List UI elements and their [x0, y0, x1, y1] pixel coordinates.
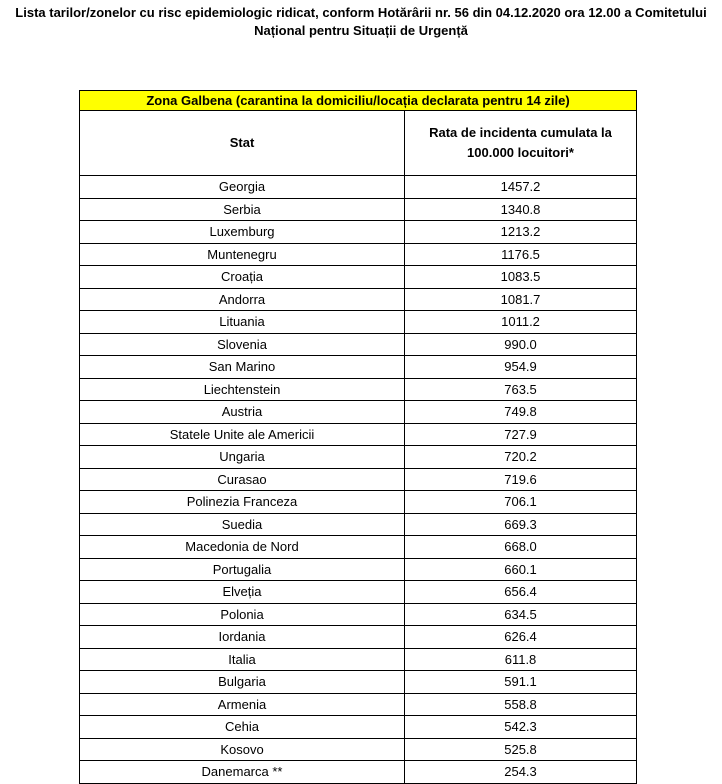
country-cell: Cehia [80, 716, 405, 739]
country-cell: Luxemburg [80, 221, 405, 244]
country-cell: Portugalia [80, 558, 405, 581]
incidence-rate-cell: 669.3 [405, 513, 637, 536]
country-cell: Macedonia de Nord [80, 536, 405, 559]
incidence-rate-cell: 719.6 [405, 468, 637, 491]
table-row [80, 491, 637, 514]
country-cell: Italia [80, 648, 405, 671]
table-row [80, 738, 637, 761]
incidence-rate-cell: 525.8 [405, 738, 637, 761]
incidence-rate-cell: 1176.5 [405, 243, 637, 266]
incidence-rate-cell: 1213.2 [405, 221, 637, 244]
country-cell: Lituania [80, 311, 405, 334]
incidence-rate-cell: 1457.2 [405, 176, 637, 199]
incidence-rate-cell: 1081.7 [405, 288, 637, 311]
incidence-rate-cell: 591.1 [405, 671, 637, 694]
country-cell: Polonia [80, 603, 405, 626]
table-row [80, 266, 637, 289]
incidence-rate-cell: 720.2 [405, 446, 637, 469]
table-row [80, 288, 637, 311]
table-row [80, 693, 637, 716]
country-cell: San Marino [80, 356, 405, 379]
incidence-rate-cell: 254.3 [405, 761, 637, 784]
table-row [80, 446, 637, 469]
incidence-rate-cell: 763.5 [405, 378, 637, 401]
table-row [80, 558, 637, 581]
country-cell: Elveția [80, 581, 405, 604]
table-row [80, 333, 637, 356]
incidence-rate-cell: 954.9 [405, 356, 637, 379]
table-row [80, 648, 637, 671]
table-row [80, 401, 637, 424]
table-row [80, 716, 637, 739]
table-row [80, 221, 637, 244]
document-title-line-1: Lista tarilor/zonelor cu risc epidemiologic ridicat, conform Hotărârii nr. 56 din 04.12.2020 ora 12.00 a Comitetului [15, 5, 707, 20]
table-row [80, 761, 637, 784]
incidence-rate-cell: 1083.5 [405, 266, 637, 289]
table-row [80, 198, 637, 221]
table-row [80, 468, 637, 491]
table-row [80, 243, 637, 266]
incidence-rate-cell: 1011.2 [405, 311, 637, 334]
country-cell: Serbia [80, 198, 405, 221]
column-header-row [80, 111, 637, 176]
incidence-rate-cell: 634.5 [405, 603, 637, 626]
incidence-rate-cell: 626.4 [405, 626, 637, 649]
table-row [80, 671, 637, 694]
incidence-rate-cell: 656.4 [405, 581, 637, 604]
incidence-rate-cell: 749.8 [405, 401, 637, 424]
table-row [80, 581, 637, 604]
zone-header-row [80, 91, 637, 111]
country-cell: Statele Unite ale Americii [80, 423, 405, 446]
incidence-rate-cell: 727.9 [405, 423, 637, 446]
document-title [0, 4, 722, 40]
column-header-rate-line-1: Rata de incidenta cumulata la [429, 125, 612, 140]
country-cell: Ungaria [80, 446, 405, 469]
table-row [80, 626, 637, 649]
incidence-rate-cell: 558.8 [405, 693, 637, 716]
country-cell: Iordania [80, 626, 405, 649]
country-cell: Slovenia [80, 333, 405, 356]
table-row [80, 311, 637, 334]
document-title-line-2: Național pentru Situații de Urgență [254, 23, 468, 38]
country-cell: Suedia [80, 513, 405, 536]
column-header-rate [405, 111, 637, 176]
column-header-rate-line-2: 100.000 locuitori* [467, 145, 574, 160]
country-cell: Bulgaria [80, 671, 405, 694]
country-cell: Armenia [80, 693, 405, 716]
table-row [80, 378, 637, 401]
country-cell: Liechtenstein [80, 378, 405, 401]
column-header-stat: Stat [80, 111, 405, 176]
incidence-rate-cell: 1340.8 [405, 198, 637, 221]
incidence-rate-cell: 706.1 [405, 491, 637, 514]
country-cell: Andorra [80, 288, 405, 311]
country-cell: Croația [80, 266, 405, 289]
zone-label: Zona Galbena (carantina la domiciliu/locația declarata pentru 14 zile) [80, 91, 637, 111]
incidence-rate-cell: 542.3 [405, 716, 637, 739]
risk-countries-table [79, 90, 637, 784]
table-row [80, 423, 637, 446]
incidence-rate-cell: 660.1 [405, 558, 637, 581]
table-row [80, 513, 637, 536]
country-cell: Georgia [80, 176, 405, 199]
table-row [80, 603, 637, 626]
country-cell: Kosovo [80, 738, 405, 761]
country-cell: Curasao [80, 468, 405, 491]
country-cell: Austria [80, 401, 405, 424]
incidence-rate-cell: 990.0 [405, 333, 637, 356]
table-row [80, 356, 637, 379]
country-cell: Danemarca ** [80, 761, 405, 784]
country-cell: Muntenegru [80, 243, 405, 266]
country-cell: Polinezia Franceza [80, 491, 405, 514]
incidence-rate-cell: 611.8 [405, 648, 637, 671]
table-row [80, 176, 637, 199]
table-row [80, 536, 637, 559]
incidence-rate-cell: 668.0 [405, 536, 637, 559]
